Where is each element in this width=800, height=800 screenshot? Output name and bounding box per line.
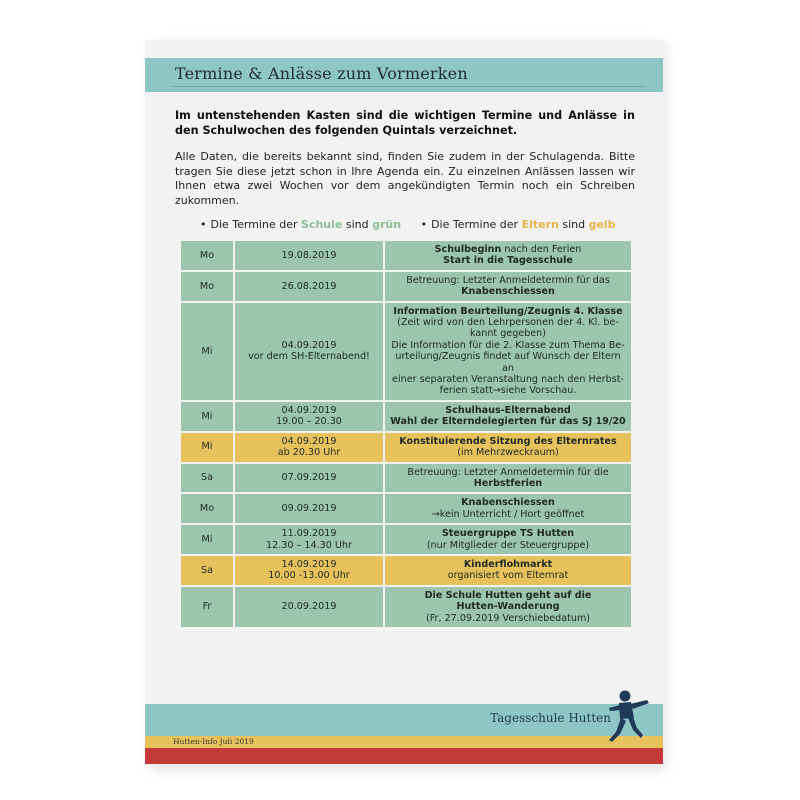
event-row bbox=[181, 494, 631, 523]
event-description-line bbox=[389, 286, 627, 297]
event-description-line bbox=[389, 613, 627, 624]
legend-school bbox=[200, 218, 401, 231]
intro-paragraph: Alle Daten, die bereits bekannt sind, finden Sie zudem in der Schulagenda. Bitte tragen Sie diese jetzt schon in Ihre Agenda ein. Zu einzelnen Anlässen lassen wir Ihnen etwa zwei Wochen vor dem angekündigten Termin noch ein Schreiben zukommen. bbox=[175, 150, 635, 207]
event-description bbox=[385, 464, 631, 493]
event-description bbox=[385, 556, 631, 585]
event-description-line bbox=[389, 317, 627, 328]
legend-school-color: grün bbox=[372, 218, 402, 231]
event-text: Betreuung: Letzter Anmeldetermin für das bbox=[406, 274, 610, 286]
intro-bold-paragraph: Im untenstehenden Kasten sind die wichtigen Termine und Anlässe in den Schulwochen des folgenden Quintals verzeichnet. bbox=[175, 109, 635, 137]
event-date-secondary: ab 20.30 Uhr bbox=[277, 447, 341, 459]
bullet-icon: • bbox=[420, 218, 428, 231]
event-date bbox=[235, 303, 383, 400]
event-description-line bbox=[389, 351, 627, 374]
events-table bbox=[179, 239, 633, 629]
event-row bbox=[181, 464, 631, 493]
event-description-line bbox=[389, 255, 627, 266]
event-date bbox=[235, 241, 383, 270]
event-date-secondary: vor dem SH-Elternabend! bbox=[248, 351, 370, 363]
event-row bbox=[181, 556, 631, 585]
event-description bbox=[385, 433, 631, 462]
event-row bbox=[181, 433, 631, 462]
event-description-line bbox=[389, 528, 627, 539]
event-text-bold: Konstituierende Sitzung des Elternrates bbox=[399, 435, 617, 447]
event-text-bold: Herbstferien bbox=[473, 477, 543, 489]
child-silhouette-icon bbox=[603, 688, 653, 744]
event-day: Fr bbox=[181, 587, 233, 627]
event-day: Mi bbox=[181, 433, 233, 462]
document-page bbox=[145, 40, 663, 764]
event-description-line bbox=[389, 570, 627, 581]
legend-parents-pre: Die Termine der bbox=[431, 218, 522, 231]
event-text-bold: Schulbeginn bbox=[434, 244, 502, 255]
event-description-line bbox=[389, 436, 627, 447]
event-description bbox=[385, 587, 631, 627]
event-description-line bbox=[389, 374, 627, 385]
event-date-primary: 04.09.2019 bbox=[281, 404, 337, 416]
legend-school-pre: Die Termine der bbox=[210, 218, 302, 231]
event-date bbox=[235, 272, 383, 301]
event-date-secondary: 12.30 – 14.30 Uhr bbox=[266, 539, 352, 551]
event-day: Mi bbox=[181, 402, 233, 431]
event-day: Mi bbox=[181, 303, 233, 400]
event-text: →kein Unterricht / Hort geöffnet bbox=[431, 508, 585, 520]
event-date-primary: 20.09.2019 bbox=[281, 601, 337, 613]
event-text: urteilung/Zeugnis findet auf Wunsch der Eltern an bbox=[395, 351, 621, 374]
event-text-bold: Information Beurteilung/Zeugnis 4. Klasse bbox=[393, 305, 623, 317]
event-date bbox=[235, 433, 383, 462]
event-text: (Zeit wird von den Lehrpersonen der 4. Kl. be- bbox=[397, 317, 619, 329]
event-row bbox=[181, 303, 631, 400]
legend-parents bbox=[421, 218, 616, 231]
event-date-secondary: 19.00 – 20.30 bbox=[276, 416, 342, 428]
event-row bbox=[181, 587, 631, 627]
event-date-primary: 11.09.2019 bbox=[281, 528, 337, 540]
event-text-bold: Die Schule Hutten geht auf die bbox=[424, 589, 592, 601]
event-day: Sa bbox=[181, 464, 233, 493]
legend-school-mid: sind bbox=[342, 218, 373, 231]
event-text: (im Mehrzweckraum) bbox=[457, 447, 559, 459]
event-day: Mo bbox=[181, 272, 233, 301]
event-date-primary: 07.09.2019 bbox=[281, 472, 337, 484]
event-date-primary: 04.09.2019 bbox=[281, 339, 337, 351]
event-date bbox=[235, 587, 383, 627]
page-title: Termine & Anlässe zum Vormerken bbox=[175, 64, 468, 83]
event-day: Mo bbox=[181, 494, 233, 523]
event-text: (nur Mitglieder der Steuergruppe) bbox=[426, 539, 590, 551]
legend-parents-who: Eltern bbox=[521, 218, 559, 231]
event-date-primary: 04.09.2019 bbox=[281, 435, 337, 447]
event-description-line bbox=[389, 478, 627, 489]
event-description-line bbox=[389, 540, 627, 551]
event-description bbox=[385, 303, 631, 400]
event-text: organisiert vom Elternrat bbox=[447, 570, 569, 582]
event-description bbox=[385, 402, 631, 431]
event-row bbox=[181, 525, 631, 554]
event-description-line bbox=[389, 416, 627, 427]
event-text: nach den Ferien bbox=[501, 244, 582, 255]
event-description-line bbox=[389, 306, 627, 317]
event-description-line bbox=[389, 340, 627, 351]
legend-parents-mid: sind bbox=[558, 218, 589, 231]
event-description bbox=[385, 494, 631, 523]
footer-info: Hutten-Info Juli 2019 bbox=[173, 737, 254, 746]
event-text-bold: Wahl der Elterndelegierten für das SJ 19/20 bbox=[390, 416, 626, 428]
event-text: ferien statt→siehe Vorschau. bbox=[439, 385, 577, 397]
event-description bbox=[385, 525, 631, 554]
event-date bbox=[235, 556, 383, 585]
event-row bbox=[181, 272, 631, 301]
legend-school-who: Schule bbox=[301, 218, 343, 231]
event-date-secondary: 10.00 -13.00 Uhr bbox=[268, 570, 350, 582]
event-date bbox=[235, 402, 383, 431]
event-date-primary: 19.08.2019 bbox=[281, 249, 337, 261]
event-text-bold: Knabenschiessen bbox=[461, 286, 555, 298]
school-name: Tagesschule Hutten bbox=[490, 711, 611, 725]
event-description-line bbox=[389, 601, 627, 612]
event-description-line bbox=[389, 590, 627, 601]
event-text-bold: Hutten-Wanderung bbox=[456, 601, 560, 613]
color-legend bbox=[200, 218, 640, 231]
legend-parents-color: gelb bbox=[588, 218, 616, 231]
event-text-bold: Steuergruppe TS Hutten bbox=[441, 528, 575, 540]
event-description-line bbox=[389, 509, 627, 520]
event-text: (Fr, 27.09.2019 Verschiebedatum) bbox=[425, 612, 591, 624]
event-text: Betreuung: Letzter Anmeldetermin für die bbox=[407, 466, 609, 478]
event-row bbox=[181, 402, 631, 431]
header-rule bbox=[173, 86, 645, 87]
event-description-line bbox=[389, 275, 627, 286]
event-text: kannt gegeben) bbox=[469, 328, 547, 340]
event-text: Die Information für die 2. Klasse zum Thema Be- bbox=[391, 339, 625, 351]
event-date bbox=[235, 464, 383, 493]
event-date-primary: 26.08.2019 bbox=[281, 280, 337, 292]
event-row bbox=[181, 241, 631, 270]
event-text-bold: Start in die Tagesschule bbox=[443, 255, 573, 267]
event-date bbox=[235, 525, 383, 554]
event-day: Mi bbox=[181, 525, 233, 554]
event-description-line bbox=[389, 385, 627, 396]
event-description-line bbox=[389, 497, 627, 508]
event-description-line bbox=[389, 405, 627, 416]
event-text-bold: Schulhaus-Elternabend bbox=[445, 404, 571, 416]
bullet-icon: • bbox=[200, 218, 207, 231]
event-date-primary: 09.09.2019 bbox=[281, 503, 337, 515]
event-description-line bbox=[389, 559, 627, 570]
footer-red-stripe bbox=[145, 748, 663, 764]
event-description bbox=[385, 272, 631, 301]
event-day: Mo bbox=[181, 241, 233, 270]
event-text-bold: Knabenschiessen bbox=[461, 497, 555, 509]
event-description bbox=[385, 241, 631, 270]
event-text: einer separaten Veranstaltung nach den Herbst- bbox=[392, 374, 624, 386]
event-text-bold: Kinderflohmarkt bbox=[463, 558, 553, 570]
event-description-line bbox=[389, 467, 627, 478]
event-description-line bbox=[389, 447, 627, 458]
event-date bbox=[235, 494, 383, 523]
event-date-primary: 14.09.2019 bbox=[281, 558, 337, 570]
event-description-line bbox=[389, 328, 627, 339]
event-description-line bbox=[389, 244, 627, 255]
event-day: Sa bbox=[181, 556, 233, 585]
